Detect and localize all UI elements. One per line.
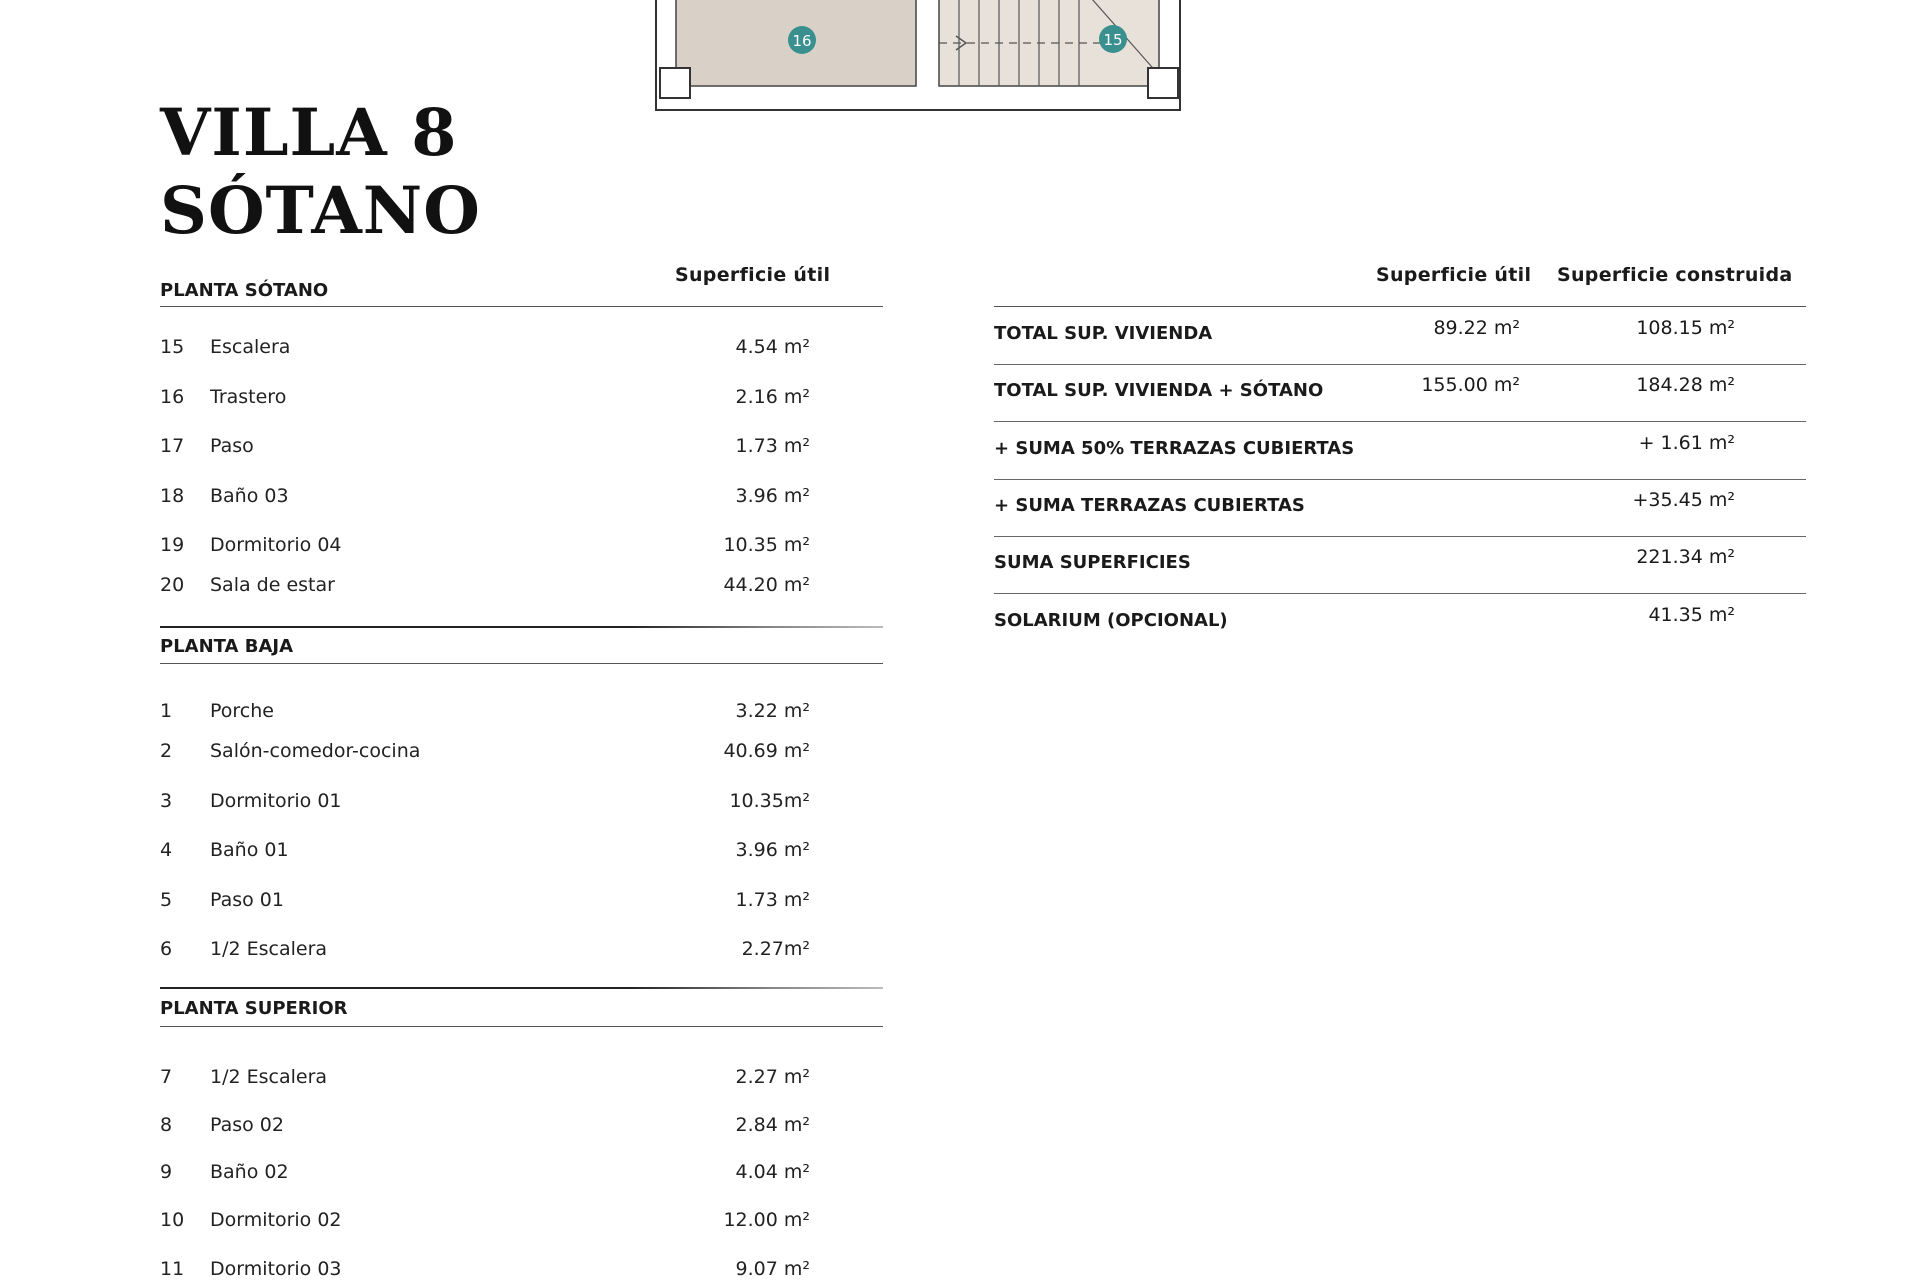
room-name: Dormitorio 01 xyxy=(210,790,342,812)
row-number: 16 xyxy=(160,386,185,408)
room-area: 1.73 m² xyxy=(735,435,810,457)
table-row xyxy=(160,386,810,412)
table-row xyxy=(160,889,810,915)
room-name: Dormitorio 02 xyxy=(210,1209,342,1231)
table-row xyxy=(160,839,810,865)
divider xyxy=(160,663,883,664)
table-row xyxy=(160,1161,810,1187)
page-title xyxy=(160,94,481,250)
room-area: 2.84 m² xyxy=(735,1114,810,1136)
room-name: Dormitorio 04 xyxy=(210,534,342,556)
table-row xyxy=(160,336,810,362)
totals-construida: +35.45 m² xyxy=(1632,489,1735,511)
room-area: 2.27 m² xyxy=(735,1066,810,1088)
table-row xyxy=(160,485,810,511)
divider xyxy=(160,306,883,307)
room-area: 40.69 m² xyxy=(723,740,810,762)
section-title-superior: PLANTA SUPERIOR xyxy=(160,998,348,1019)
totals-row xyxy=(994,366,1806,422)
room-name: Escalera xyxy=(210,336,291,358)
row-divider xyxy=(994,364,1806,365)
section-title-baja: PLANTA BAJA xyxy=(160,636,294,657)
room-area: 1.73 m² xyxy=(735,889,810,911)
row-number: 18 xyxy=(160,485,185,507)
title-line-villa: VILLA 8 xyxy=(160,95,458,171)
room-area: 4.54 m² xyxy=(735,336,810,358)
totals-util: 155.00 m² xyxy=(1421,374,1520,396)
row-divider xyxy=(994,421,1806,422)
room-name: Baño 02 xyxy=(210,1161,289,1183)
row-number: 7 xyxy=(160,1066,173,1088)
row-number: 8 xyxy=(160,1114,173,1136)
totals-header-util: Superficie útil xyxy=(1376,264,1532,286)
room-area: 12.00 m² xyxy=(723,1209,810,1231)
row-number: 9 xyxy=(160,1161,173,1183)
room-area: 4.04 m² xyxy=(735,1161,810,1183)
room-name: Baño 03 xyxy=(210,485,289,507)
row-divider xyxy=(994,479,1806,480)
totals-construida: 184.28 m² xyxy=(1636,374,1735,396)
totals-construida: 108.15 m² xyxy=(1636,317,1735,339)
floor-plan xyxy=(654,0,1181,112)
row-number: 19 xyxy=(160,534,185,556)
row-number: 11 xyxy=(160,1258,185,1280)
room-area: 2.16 m² xyxy=(735,386,810,408)
row-number: 2 xyxy=(160,740,173,762)
totals-label: + SUMA TERRAZAS CUBIERTAS xyxy=(994,495,1305,516)
room-area: 9.07 m² xyxy=(735,1258,810,1280)
table-row xyxy=(160,1209,810,1235)
title-line-floor: SÓTANO xyxy=(160,173,481,249)
totals-label: TOTAL SUP. VIVIENDA xyxy=(994,323,1213,344)
room-area: 3.22 m² xyxy=(735,700,810,722)
row-divider xyxy=(994,593,1806,594)
room-area: 2.27m² xyxy=(741,938,810,960)
totals-row xyxy=(994,309,1806,365)
row-number: 1 xyxy=(160,700,173,722)
divider xyxy=(994,306,1806,307)
section-title-sotano: PLANTA SÓTANO xyxy=(160,280,329,301)
row-number: 3 xyxy=(160,790,173,812)
room-area: 10.35 m² xyxy=(723,534,810,556)
room-area: 3.96 m² xyxy=(735,839,810,861)
room-marker-16 xyxy=(788,26,816,54)
table-row xyxy=(160,574,810,600)
totals-label: TOTAL SUP. VIVIENDA + SÓTANO xyxy=(994,380,1324,401)
table-row xyxy=(160,1114,810,1140)
room-area: 3.96 m² xyxy=(735,485,810,507)
totals-header-construida: Superficie construida xyxy=(1557,264,1793,286)
room-area: 10.35m² xyxy=(729,790,810,812)
room-name: Porche xyxy=(210,700,274,722)
room-name: Paso xyxy=(210,435,254,457)
room-name: Baño 01 xyxy=(210,839,289,861)
row-divider xyxy=(994,536,1806,537)
totals-util: 89.22 m² xyxy=(1433,317,1520,339)
room-name: 1/2 Escalera xyxy=(210,1066,328,1088)
row-number: 17 xyxy=(160,435,185,457)
row-number: 15 xyxy=(160,336,185,358)
totals-row xyxy=(994,424,1806,480)
room-marker-16-label: 16 xyxy=(792,32,812,50)
section-divider xyxy=(160,987,883,989)
totals-label: SUMA SUPERFICIES xyxy=(994,552,1191,573)
table-row xyxy=(160,740,810,766)
room-marker-15-label: 15 xyxy=(1103,31,1123,49)
table-row xyxy=(160,1066,810,1092)
row-number: 5 xyxy=(160,889,173,911)
table-row xyxy=(160,534,810,560)
divider xyxy=(160,1026,883,1027)
totals-construida: 41.35 m² xyxy=(1648,604,1735,626)
row-number: 20 xyxy=(160,574,185,596)
room-name: Paso 01 xyxy=(210,889,284,911)
room-area: 44.20 m² xyxy=(723,574,810,596)
table-row xyxy=(160,435,810,461)
room-name: 1/2 Escalera xyxy=(210,938,328,960)
totals-row xyxy=(994,538,1806,594)
totals-label: + SUMA 50% TERRAZAS CUBIERTAS xyxy=(994,438,1355,459)
section-divider xyxy=(160,626,883,628)
totals-construida: 221.34 m² xyxy=(1636,546,1735,568)
totals-construida: + 1.61 m² xyxy=(1638,432,1735,454)
room-name: Dormitorio 03 xyxy=(210,1258,342,1280)
room-marker-15 xyxy=(1099,25,1127,53)
totals-label: SOLARIUM (OPCIONAL) xyxy=(994,610,1228,631)
row-number: 10 xyxy=(160,1209,185,1231)
row-number: 6 xyxy=(160,938,173,960)
column-header-util: Superficie útil xyxy=(675,264,831,286)
table-row xyxy=(160,700,810,726)
room-name: Salón-comedor-cocina xyxy=(210,740,421,762)
row-number: 4 xyxy=(160,839,173,861)
table-row xyxy=(160,1258,810,1284)
table-row xyxy=(160,790,810,816)
table-row xyxy=(160,938,810,964)
totals-row xyxy=(994,596,1806,652)
room-name: Paso 02 xyxy=(210,1114,284,1136)
room-name: Trastero xyxy=(210,386,287,408)
totals-row xyxy=(994,481,1806,537)
room-name: Sala de estar xyxy=(210,574,335,596)
